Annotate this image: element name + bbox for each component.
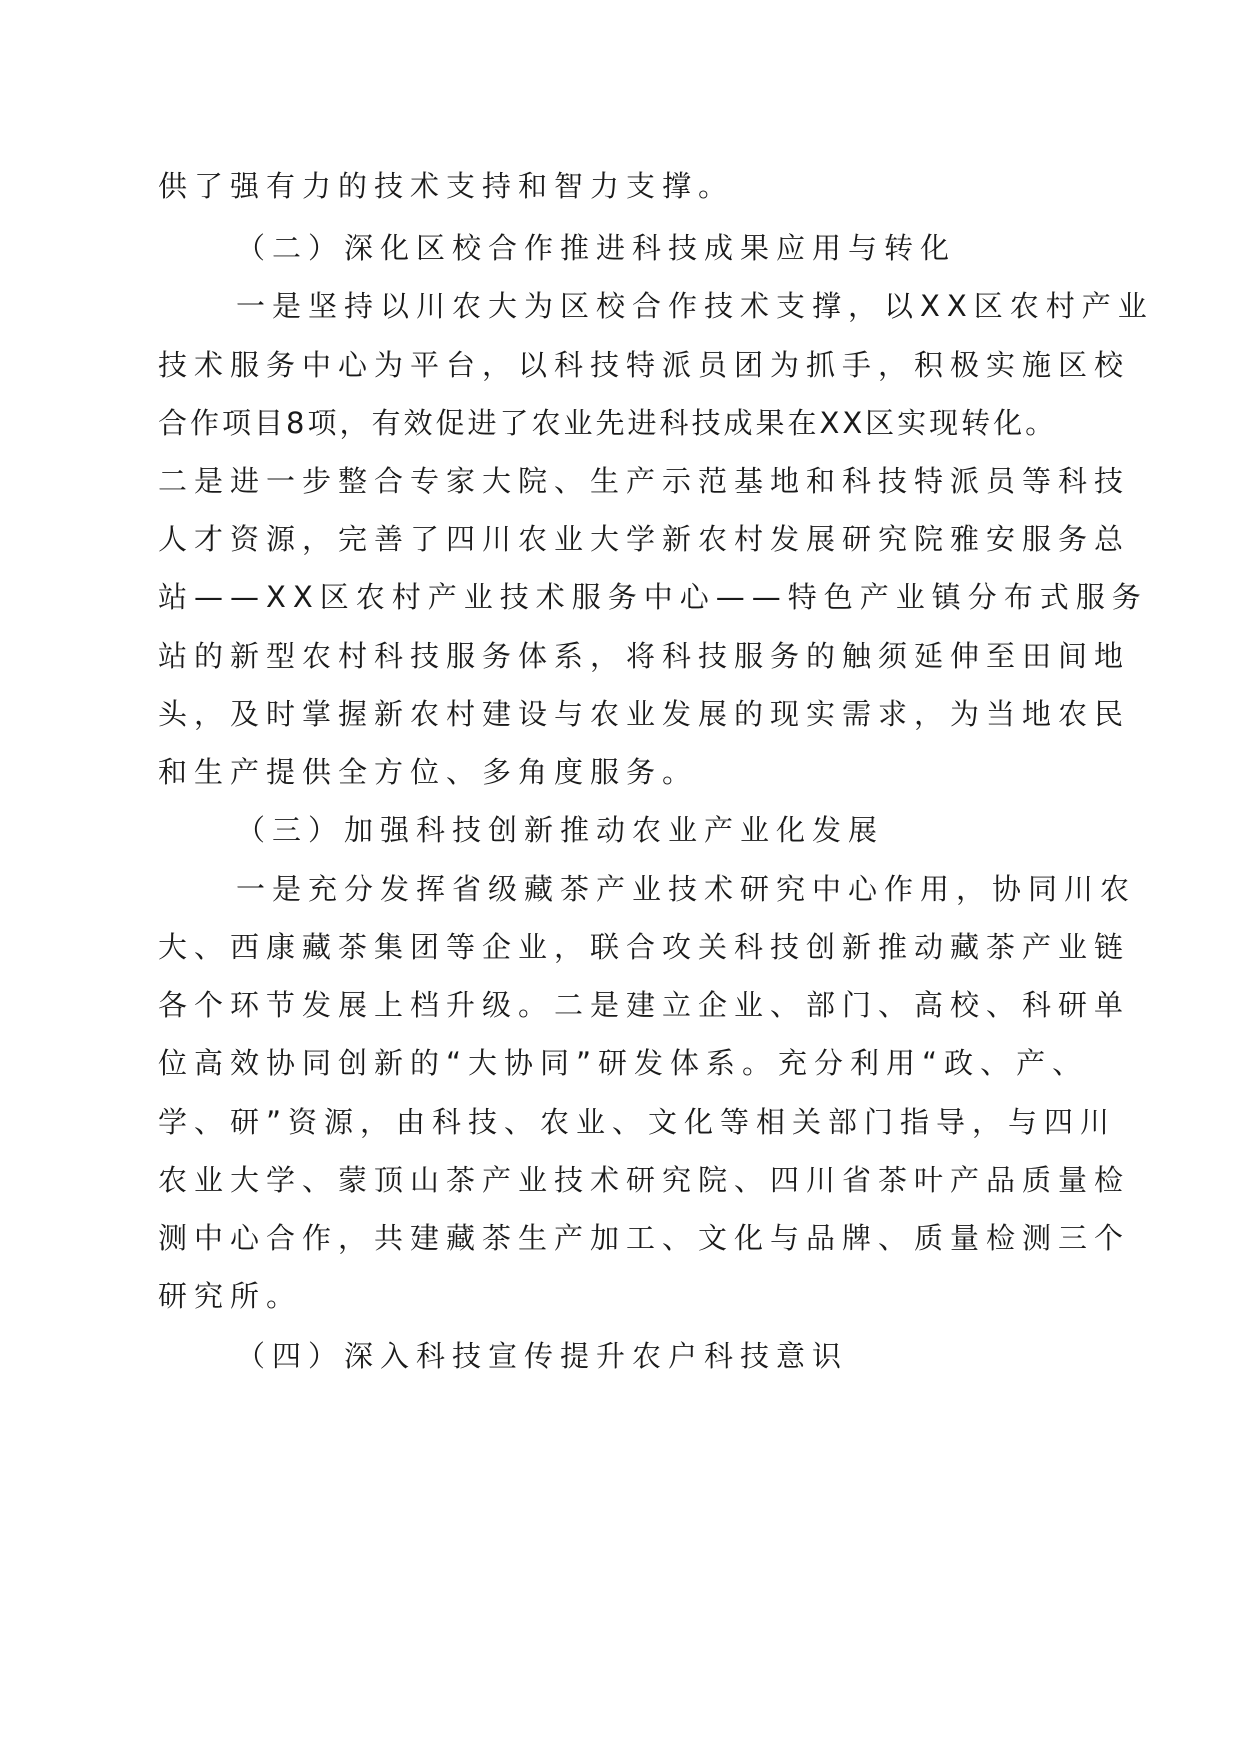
body-text-line: 各个环节发展上档升级。二是建立企业、部门、高校、科研单 — [158, 988, 1131, 1022]
body-text-line: 一是充分发挥省级藏茶产业技术研究中心作用，协同川农 — [236, 872, 1137, 906]
body-text-line: 二是进一步整合专家大院、生产示范基地和科技特派员等科技 — [158, 464, 1131, 498]
body-text-line: 一是坚持以川农大为区校合作技术支撑，以XX区农村产业 — [236, 289, 1154, 323]
body-text-line: 研究所。 — [158, 1279, 303, 1313]
body-text-line: 大、西康藏茶集团等企业，联合攻关科技创新推动藏茶产业链 — [158, 930, 1131, 964]
body-text-line: 合作项目8项，有效促进了农业先进科技成果在XX区实现转化。 — [158, 406, 1058, 440]
body-text-line: 测中心合作，共建藏茶生产加工、文化与品牌、质量检测三个 — [158, 1221, 1131, 1255]
body-text-line: 站的新型农村科技服务体系，将科技服务的触须延伸至田间地 — [158, 639, 1131, 673]
body-text-line: 头，及时掌握新农村建设与农业发展的现实需求，为当地农民 — [158, 697, 1131, 731]
body-text-line: 农业大学、蒙顶山茶产业技术研究院、四川省茶叶产品质量检 — [158, 1163, 1131, 1197]
body-text-line: 人才资源，完善了四川农业大学新农村发展研究院雅安服务总 — [158, 522, 1131, 556]
body-text-line: 供了强有力的技术支持和智力支撑。 — [158, 169, 735, 203]
section-heading-3: （三）加强科技创新推动农业产业化发展 — [236, 813, 885, 847]
body-text-line: 位高效协同创新的“大协同”研发体系。充分利用“政、产、 — [158, 1046, 1089, 1080]
section-heading-2: （二）深化区校合作推进科技成果应用与转化 — [236, 231, 957, 265]
body-text-line: 和生产提供全方位、多角度服务。 — [158, 755, 699, 789]
section-heading-4: （四）深入科技宣传提升农户科技意识 — [236, 1339, 849, 1373]
body-text-line: 站——XX区农村产业技术服务中心——特色产业镇分布式服务 — [158, 580, 1148, 614]
body-text-line: 学、研”资源，由科技、农业、文化等相关部门指导，与四川 — [158, 1105, 1117, 1139]
body-text-line: 技术服务中心为平台，以科技特派员团为抓手，积极实施区校 — [158, 348, 1131, 382]
